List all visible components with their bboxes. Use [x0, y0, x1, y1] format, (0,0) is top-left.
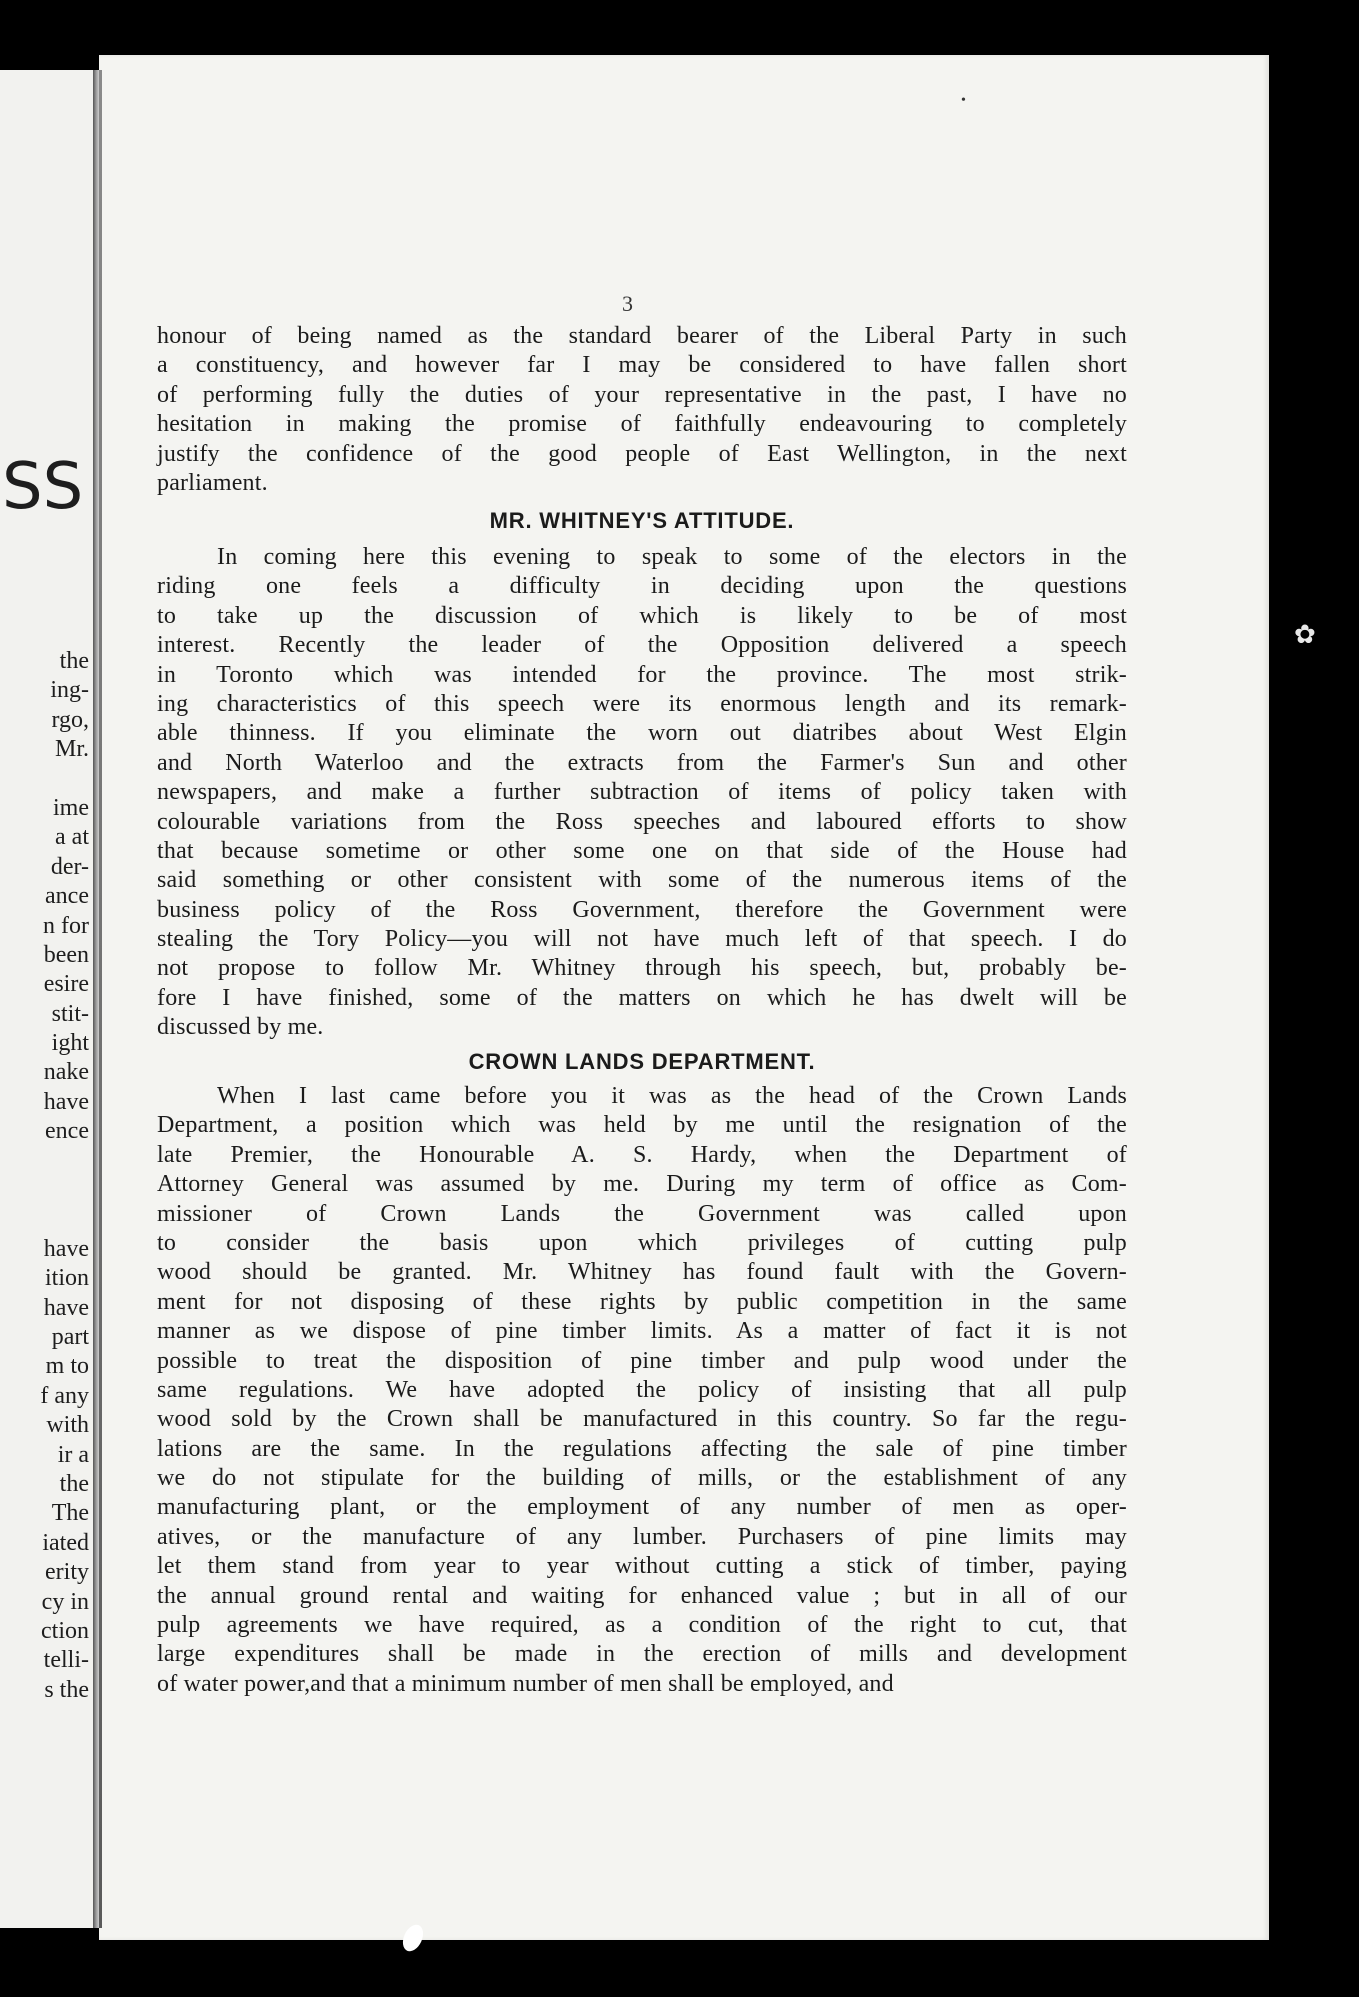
text-line: manufacturing plant, or the employment of any number of men as oper- — [157, 1494, 1127, 1521]
text-line: said something or other consistent with some of the numerous items of the — [157, 867, 1127, 894]
heading-container-1 — [157, 508, 1127, 538]
left-word-fragment: the — [59, 648, 89, 674]
text-line: parliament. — [157, 469, 268, 496]
left-word-fragment: ance — [45, 883, 89, 910]
text-line: interest. Recently the leader of the Opposition delivered a speech — [157, 632, 1127, 659]
text-line: able thinness. If you eliminate the worn out diatribes about West Elgin — [157, 720, 1127, 747]
left-word-fragment: ight — [51, 1030, 89, 1057]
text-line: hesitation in making the promise of faithfully endeavouring to completely — [157, 411, 1127, 438]
left-word-fragment: have — [43, 1294, 89, 1321]
text-line: wood sold by the Crown shall be manufactured in this country. So far the regu- — [157, 1406, 1127, 1433]
left-word-fragment: nake — [43, 1059, 89, 1086]
paragraph-whitney-attitude — [157, 543, 1127, 1043]
text-line: ment for not disposing of these rights by public competition in the same — [157, 1288, 1127, 1315]
text-line: not propose to follow Mr. Whitney through his speech, but, probably be- — [157, 955, 1127, 982]
left-word-fragment: ime — [53, 794, 89, 821]
text-line: that because sometime or other some one on that side of the House had — [157, 837, 1127, 864]
text-line: manner as we dispose of pine timber limits. As a matter of fact it is not — [157, 1318, 1127, 1345]
left-word-fragment: telli- — [43, 1647, 89, 1674]
text-line: honour of being named as the standard bearer of the Liberal Party in such — [157, 323, 1127, 349]
left-word-fragment: erity — [45, 1559, 89, 1586]
text-line: fore I have finished, some of the matters on which he has dwelt will be — [157, 984, 1127, 1011]
left-word-fragment: cy in — [41, 1588, 89, 1615]
text-line: colourable variations from the Ross speeches and laboured efforts to show — [157, 808, 1127, 835]
left-page-large-letters: SS — [2, 450, 84, 524]
text-line: possible to treat the disposition of pine timber and pulp wood under the — [157, 1347, 1127, 1374]
heading-crown-lands-department: CROWN LANDS DEPARTMENT. — [468, 1049, 816, 1074]
page-edge-shadow — [99, 70, 102, 1928]
text-line: Department, a position which was held by me until the resignation of the — [157, 1112, 1127, 1139]
heading-container-2 — [157, 1049, 1127, 1079]
text-line: When I last came before you it was as the head of the Crown Lands — [217, 1083, 1127, 1109]
text-line: discussed by me. — [157, 1014, 324, 1041]
left-word-fragment — [0, 1205, 89, 1234]
text-line: late Premier, the Honourable A. S. Hardy, when the Department of — [157, 1141, 1127, 1168]
text-line: of performing fully the duties of your representative in the past, I have no — [157, 381, 1127, 408]
text-line: to take up the discussion of which is likely to be of most — [157, 602, 1127, 629]
text-line: of water power,and that a minimum number of men shall be employed, and — [157, 1670, 894, 1697]
left-word-fragment: rgo, — [51, 706, 89, 733]
heading-mr-whitneys-attitude: MR. WHITNEY'S ATTITUDE. — [489, 508, 795, 533]
text-line: we do not stipulate for the building of mills, or the establishment of any — [157, 1465, 1127, 1492]
left-page-fragment — [0, 70, 93, 1928]
left-word-fragment: have — [43, 1235, 89, 1262]
text-line: atives, or the manufacture of any lumber. Purchasers of pine limits may — [157, 1523, 1127, 1550]
left-word-fragment: the — [59, 1470, 89, 1497]
left-word-fragment: s the — [44, 1676, 89, 1703]
left-word-fragment: a at — [55, 824, 89, 851]
ink-speck: • — [961, 93, 966, 108]
left-word-fragment: ir a — [57, 1441, 89, 1468]
left-word-fragment: ition — [44, 1265, 89, 1292]
text-line: and North Waterloo and the extracts from the Farmer's Sun and other — [157, 749, 1127, 776]
left-word-fragment — [0, 1176, 89, 1205]
text-line: Attorney General was assumed by me. During my term of office as Com- — [157, 1171, 1127, 1198]
left-word-fragment: ence — [45, 1118, 89, 1145]
left-word-fragment: part — [51, 1323, 89, 1350]
page-number: 3 — [622, 291, 633, 316]
text-line: riding one feels a difficulty in deciding upon the questions — [157, 573, 1127, 600]
left-word-fragment: m to — [45, 1353, 89, 1380]
text-line: the annual ground rental and waiting for enhanced value ; but in all of our — [157, 1582, 1127, 1609]
paragraph-crown-lands — [157, 1082, 1127, 1699]
left-word-fragment: n for — [43, 912, 89, 939]
text-line: stealing the Tory Policy—you will not have much left of that speech. I do — [157, 926, 1127, 953]
margin-mark: ✿ — [1294, 620, 1316, 650]
text-line: wood should be granted. Mr. Whitney has found fault with the Govern- — [157, 1259, 1127, 1286]
paragraph-opening — [157, 322, 1127, 498]
left-word-fragment: iated — [42, 1529, 89, 1556]
text-line: same regulations. We have adopted the policy of insisting that all pulp — [157, 1376, 1127, 1403]
left-word-fragment: Mr. — [54, 736, 89, 763]
left-word-fragment: f any — [40, 1382, 89, 1409]
text-line: let them stand from year to year without cutting a stick of timber, paying — [157, 1553, 1127, 1580]
left-word-fragment: The — [51, 1500, 89, 1527]
left-page-word-fragments — [0, 647, 89, 1705]
main-page — [99, 55, 1269, 1940]
left-word-fragment — [0, 765, 89, 794]
text-line: in Toronto which was intended for the province. The most strik- — [157, 661, 1127, 688]
left-word-fragment: der- — [50, 853, 89, 880]
text-line: missioner of Crown Lands the Government was called upon — [157, 1200, 1127, 1227]
left-word-fragment: with — [46, 1412, 89, 1439]
left-word-fragment — [0, 1147, 89, 1176]
text-line: ing characteristics of this speech were its enormous length and its remark- — [157, 690, 1127, 717]
text-line: a constituency, and however far I may be considered to have fallen short — [157, 352, 1127, 379]
text-line: to consider the basis upon which privileges of cutting pulp — [157, 1229, 1127, 1256]
left-word-fragment: stit- — [51, 1000, 89, 1027]
text-line: pulp agreements we have required, as a condition of the right to cut, that — [157, 1612, 1127, 1639]
text-line: newspapers, and make a further subtraction of items of policy taken with — [157, 779, 1127, 806]
text-line: large expenditures shall be made in the erection of mills and development — [157, 1641, 1127, 1668]
left-word-fragment: have — [43, 1088, 89, 1115]
left-word-fragment: ction — [41, 1617, 89, 1644]
text-line: justify the confidence of the good people of East Wellington, in the next — [157, 440, 1127, 467]
text-line: business policy of the Ross Government, therefore the Government were — [157, 896, 1127, 923]
text-line: In coming here this evening to speak to some of the electors in the — [217, 544, 1127, 570]
left-word-fragment: ing- — [50, 677, 89, 704]
left-word-fragment: esire — [43, 971, 89, 998]
text-line: lations are the same. In the regulations affecting the sale of pine timber — [157, 1435, 1127, 1462]
left-word-fragment: been — [43, 941, 89, 968]
